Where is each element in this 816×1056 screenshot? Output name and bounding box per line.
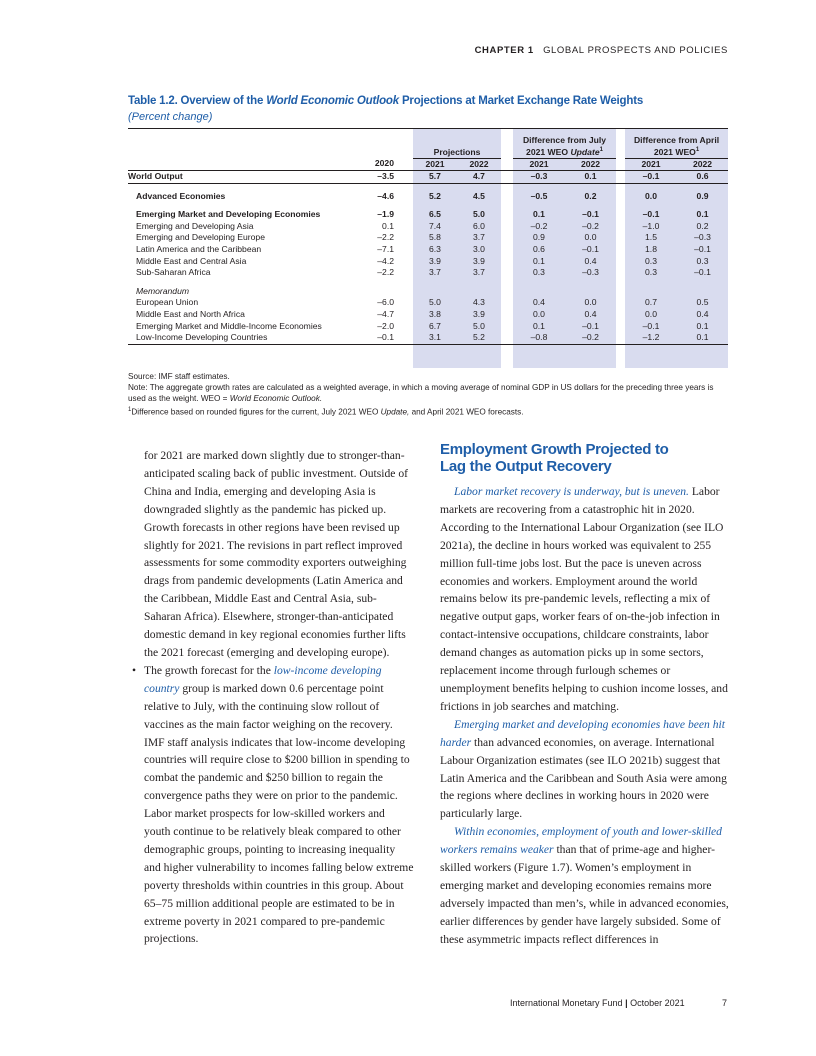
left-paragraph-1: for 2021 are marked down slightly due to stronger-than-anticipated scaling back of public investment. Outside of China and India, emerging and developing Asia is downgraded slightly as the pandemic has picked up. Growth forecasts in other regions have been revised up slightly for 2021. The revisions in part reflect improved assessments for some commodity exporters outweighing drags from pandemic developments (Latin America and the Caribbean, Middle East and Central Asia, sub-Saharan Africa). Elsewhere, stronger-than-anticipated domestic demand in key regional economies further lifts the 2021 forecast (emerging and developing europe). [144, 449, 409, 659]
table-notes [128, 372, 728, 419]
left-bullet-paragraph: • The growth forecast for the low-income developing country group is marked down 0.6 percentage point relative to July, with the continuing slow rollout of vaccines as the main factor weighing on the recovery. IMF staff analysis indicates that low-income developing countries will require close to $200 billion in spending to combat the pandemic and $250 billion to regain the convergence paths they were on prior to the pandemic. Labor market prospects for low-skilled workers and youth continue to be relatively bleak compared to other demographic groups, pointing to increasing inequality and higher vulnerability to incomes falling below extreme poverty thresholds within countries in this group. About 65–75 million additional people are estimated to be in extreme poverty in 2021 compared to pre-pandemic projections. [132, 663, 414, 946]
chapter-label: CHAPTER 1 [474, 45, 534, 56]
hdr-projections: Projections [413, 128, 501, 158]
low-income-link[interactable]: low-income developing country [144, 663, 382, 695]
table-row: Latin America and the Caribbean –7.1 6.3 3.0 0.6 –0.1 1.8 –0.1 [136, 244, 711, 255]
right-column [440, 483, 730, 949]
table-row: World Output –3.5 5.7 4.7 –0.3 0.1 –0.1 0.6 [128, 171, 728, 184]
table-row: Middle East and Central Asia –4.2 3.9 3.9 0.1 0.4 0.3 0.3 [136, 255, 709, 266]
table-row: Emerging and Developing Asia 0.1 7.4 6.0 –0.2 –0.2 –1.0 0.2 [136, 220, 709, 231]
right-paragraph-2: Emerging market and developing economies have been hit harder than advanced economies, on average. International Labour Organization estimates (see ILO 2021b) suggest that Latin America and the Caribbean and South Asia were among the regions where declines in working hours in 2020 were particularly large. [440, 717, 727, 821]
section-heading: Employment Growth Projected to Lag the Output Recovery [440, 441, 669, 475]
bullet-icon: • [132, 663, 137, 677]
chapter-title: GLOBAL PROSPECTS AND POLICIES [543, 45, 728, 56]
hdr-diff-july: Difference from July 2021 WEO Update$^1$ [513, 128, 616, 158]
table-row: Advanced Economies –4.6 5.2 4.5 –0.5 0.2 0.0 0.9 [136, 190, 709, 201]
table-title: Table 1.2. Overview of the World Economic Outlook Projections at Market Exchange Rate Weights [128, 95, 644, 107]
right-paragraph-1: Labor market recovery is underway, but is uneven. Labor markets are recovering from a catastrophic hit in 2020. According to the International Labour Organization (see ILO 2021a), the decline in hours worked was equivalent to 255 million full-time jobs lost. But the pace is uneven across economies and workers. Employment around the world remains below its pre-pandemic levels, reflecting a mix of negative output gaps, worker fears of on-the-job infection in contact-intensive occupations, childcare constraints, labor demand changes as automation picks up in some sectors, replacement income through furlough schemes or unemployment benefits helping to cushion income losses, and frictions in job searches and matching. [440, 485, 728, 713]
table-subtitle: (Percent change) [128, 111, 213, 123]
table-header-row [128, 128, 728, 158]
table-note: Note: The aggregate growth rates are calculated as a weighted average, in which a moving average of nominal GDP in US dollars for the preceding three years is used as the weight. WEO = World Economic Outlook. [128, 383, 714, 403]
table-row: Emerging Market and Middle-Income Economies –2.0 6.7 5.0 0.1 –0.1 –0.1 0.1 [136, 320, 709, 331]
projections-table [128, 128, 728, 368]
hdr-diff-april: Difference from April 2021 WEO$^1$ [625, 128, 728, 158]
table-row: Low-Income Developing Countries –0.1 3.1 5.2 –0.8 –0.2 –1.2 0.1 [128, 332, 728, 344]
table-row: Emerging Market and Developing Economies –1.9 6.5 5.0 0.1 –0.1 –0.1 0.1 [136, 209, 709, 220]
table-footnote: $^1$Difference based on rounded figures for the current, July 2021 WEO Update, and April 2021 WEO forecasts. [128, 407, 524, 417]
running-header [475, 45, 728, 56]
page-footer: International Monetary Fund | October 2021 [510, 998, 685, 1008]
memorandum-row: Memorandum [136, 285, 190, 296]
left-column [132, 447, 414, 948]
right-paragraph-3: Within economies, employment of youth and lower-skilled workers remains weaker than that of prime-age and higher-skilled workers (Figure 1.7). Women’s employment in emerging market and developing economies remains more adversely impacted than men’s, while in advanced economies, earlier differences by gender have largely subsided. Some of these asymmetric impacts reflect differences in [440, 825, 729, 946]
table-years-row: 2020 2021 2022 2021 2022 2021 2022 [128, 158, 728, 171]
table-row: Emerging and Developing Europe –2.2 5.8 3.7 0.9 0.0 1.5 –0.3 [136, 232, 711, 243]
table-row: European Union –6.0 5.0 4.3 0.4 0.0 0.7 0.5 [136, 297, 709, 308]
table-row: Sub-Saharan Africa –2.2 3.7 3.7 0.3 –0.3 0.3 –0.1 [136, 267, 711, 278]
table-source: Source: IMF staff estimates. [128, 372, 230, 381]
table-row: Middle East and North Africa –4.7 3.8 3.9 0.0 0.4 0.0 0.4 [136, 309, 709, 320]
page-number: 7 [722, 998, 728, 1008]
